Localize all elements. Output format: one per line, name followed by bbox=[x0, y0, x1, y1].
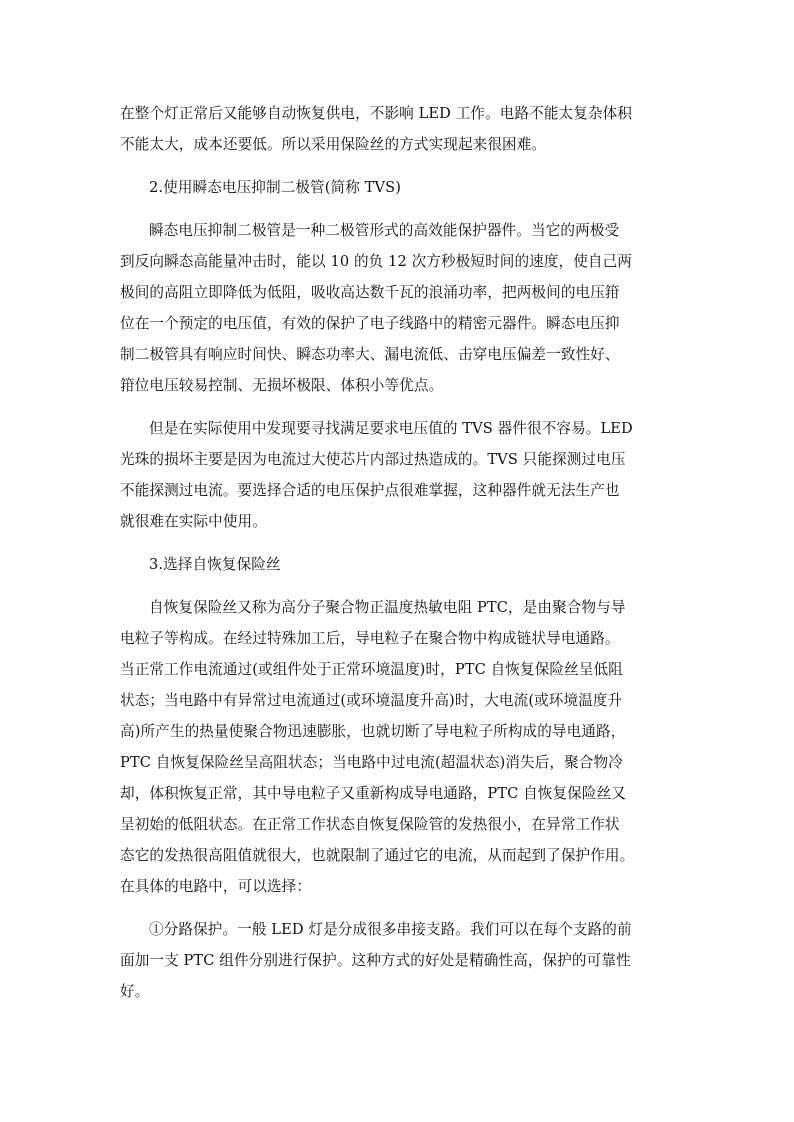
paragraph-continuation bbox=[120, 98, 685, 160]
section-heading-ptc: 3.选择自恢复保险丝 bbox=[149, 556, 281, 573]
text-line: 箝位电压较易控制、无损坏极限、体积小等优点。 bbox=[120, 377, 444, 394]
text-line: 瞬态电压抑制二极管是一种二极管形式的高效能保护器件。当它的两极受 bbox=[149, 222, 620, 239]
text-line: 在整个灯正常后又能够自动恢复供电，不影响 LED 工作。电路不能太复杂体积 bbox=[120, 105, 633, 122]
text-line: 位在一个预定的电压值，有效的保护了电子线路中的精密元器件。瞬态电压抑 bbox=[120, 315, 620, 332]
text-line: 但是在实际使用中发现要寻找满足要求电压值的 TVS 器件很不容易。LED bbox=[149, 420, 633, 437]
paragraph-branch-protection bbox=[120, 914, 685, 1007]
text-line: 却，体积恢复正常，其中导电粒子又重新构成导电通路，PTC 自恢复保险丝又 bbox=[120, 785, 626, 802]
text-line: 态它的发热很高阻值就很大，也就限制了通过它的电流，从而起到了保护作用。 bbox=[120, 847, 635, 864]
text-line: 不能探测过电流。要选择合适的电压保护点很难掌握，这种器件就无法生产也 bbox=[120, 482, 620, 499]
text-line: ①分路保护。一般 LED 灯是分成很多串接支路。我们可以在每个支路的前 bbox=[149, 921, 632, 938]
text-line: 在具体的电路中，可以选择： bbox=[120, 878, 312, 895]
text-line: 好。 bbox=[120, 983, 150, 1000]
paragraph-tvs-limitations bbox=[120, 413, 685, 537]
paragraph-ptc-description bbox=[120, 592, 685, 902]
section-heading-tvs: 2.使用瞬态电压抑制二极管(简称 TVS) bbox=[149, 179, 402, 196]
document-page bbox=[120, 98, 685, 1007]
text-line: 极间的高阻立即降低为低阻，吸收高达数千瓦的浪涌功率，把两极间的电压箝 bbox=[120, 284, 620, 301]
text-line: 当正常工作电流通过(或组件处于正常环境温度)时，PTC 自恢复保险丝呈低阻 bbox=[120, 661, 623, 678]
text-line: 光珠的损坏主要是因为电流过大使芯片内部过热造成的。TVS 只能探测过电压 bbox=[120, 451, 626, 468]
text-line: 呈初始的低阻状态。在正常工作状态自恢复保险管的发热很小，在异常工作状 bbox=[120, 816, 620, 833]
text-line: 状态；当电路中有异常过电流通过(或环境温度升高)时，大电流(或环境温度升 bbox=[120, 692, 623, 709]
text-line: 制二极管具有响应时间快、瞬态功率大、漏电流低、击穿电压偏差一致性好、 bbox=[120, 346, 620, 363]
text-line: 就很难在实际中使用。 bbox=[120, 513, 267, 530]
text-line: 自恢复保险丝又称为高分子聚合物正温度热敏电阻 PTC，是由聚合物与导 bbox=[149, 599, 626, 616]
text-line: 到反向瞬态高能量冲击时，能以 10 的负 12 次方秒极短时间的速度，使自己两 bbox=[120, 253, 633, 270]
text-line: PTC 自恢复保险丝呈高阻状态；当电路中过电流(超温状态)消失后，聚合物冷 bbox=[120, 754, 623, 771]
paragraph-tvs-description bbox=[120, 215, 685, 401]
text-line: 高)所产生的热量使聚合物迅速膨胀，也就切断了导电粒子所构成的导电通路， bbox=[120, 723, 626, 740]
text-line: 面加一支 PTC 组件分别进行保护。这种方式的好处是精确性高，保护的可靠性 bbox=[120, 952, 631, 969]
text-line: 不能太大，成本还要低。所以采用保险丝的方式实现起来很困难。 bbox=[120, 136, 547, 153]
text-line: 电粒子等构成。在经过特殊加工后，导电粒子在聚合物中构成链状导电通路。 bbox=[120, 630, 620, 647]
